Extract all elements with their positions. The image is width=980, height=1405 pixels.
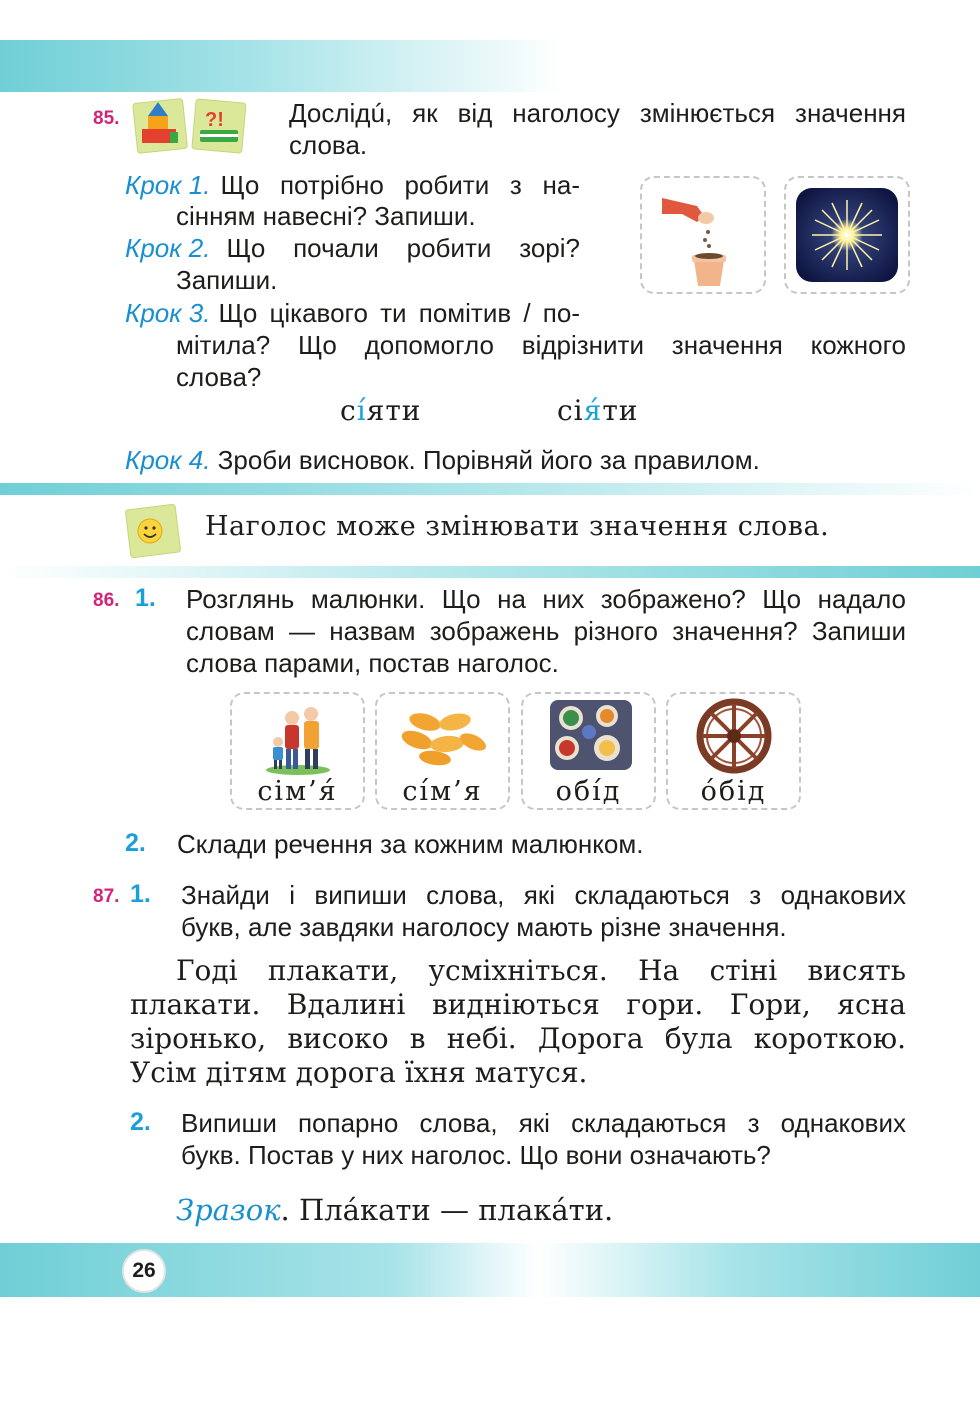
step2-text-line2: Запиши. [176,265,278,295]
step1-label: Крок 1. [125,170,211,200]
ex87-task2-line1: Випиши попарно слова, які складаються з однакових [181,1108,906,1138]
word2-stressed-letter: я́ [583,394,603,427]
ex85-step3 [125,297,580,329]
card-word-obid-stress-start: о́бід [700,776,767,807]
step4-label: Крок 4. [125,445,211,475]
step2-label: Крок 2. [125,233,211,263]
ex87-text-line2: плакати. Вдалині видніються гори. Гори, ясна [130,988,906,1021]
ex86-task1-line3: слова парами, постав наголос. [186,648,559,678]
ex86-task1-line1: Розглянь малюнки. Що на них зображено? Що надало [186,584,906,614]
ex87-task1-line1: Знайди і випиши слова, які складаються з однакових [181,880,906,910]
blocks-sticker-icon [130,96,188,159]
exercise-number-85: 85. [93,108,120,129]
ex87-sample [176,1193,613,1227]
family-icon [232,696,363,776]
word1-pre: с [340,394,357,427]
picture-card-wheel [666,692,801,810]
ex85-title-line2: слова. [289,130,368,160]
step2-text-line1: Що почали робити зорі? [226,233,580,263]
word1-post: яти [366,394,422,427]
step3-text-line2: мітила? Що допомогло відрізнити значення кожного [176,330,906,360]
ex87-text-line3: зіронько, високо в небі. Дорога була короткою. [130,1022,906,1055]
word2-post: ти [602,394,639,427]
word1-stressed-letter: і́ [356,394,367,427]
header-band [0,40,565,92]
ex87-task2-line2: букв. Постав у них наголос. Що вони означають? [181,1140,771,1170]
sample-label: Зразок [176,1193,281,1227]
rule-bottom-band [0,566,980,578]
wheel-icon [668,696,799,776]
ex87-task1-number: 1. [130,880,151,908]
ex85-step4 [125,444,760,476]
ex86-task1-line2: словам — назвам зображень різного значення? Запиши [186,616,906,646]
ex85-step2 [125,232,580,264]
ex87-text-line1: Годі плакати, усміхніться. На стіні висять [176,954,906,987]
word2-pre: сі [557,394,584,427]
sowing-picture-frame [640,176,766,294]
seeds-icon [377,696,508,776]
exercise-number-87: 87. [93,886,120,907]
word-siiaty-1 [340,394,421,427]
exercise-number-86: 86. [93,590,120,611]
dinner-icon [523,696,654,776]
page-number: 26 [132,1259,156,1282]
ex87-task2-number: 2. [130,1108,151,1136]
shining-star-icon [786,178,908,292]
ex86-task2-text: Склади речення за кожним малюнком. [177,829,644,859]
rule-text: Наголос може змінювати значення слова. [205,511,830,542]
page-number-badge [122,1249,166,1293]
svg-text:?!: ?! [205,109,224,131]
ex85-title-line1: Дослідú, як від наголосу змінюється значення [289,98,906,128]
step4-text: Зроби висновок. Порівняй його за правилом. [217,445,760,475]
smiley-sticker-icon [124,503,182,564]
rule-top-band [0,483,980,495]
card-word-simia-stress-end: сім’я́ [257,776,338,807]
card-word-obid-stress-end: обі́д [555,776,622,807]
step1-text-line2: сінням навесні? Запиши. [176,201,476,231]
sample-text: . Пла́кати — плака́ти. [280,1193,614,1227]
card-word-simia-stress-start: сі́м’я [402,776,483,807]
picture-card-seeds [375,692,510,810]
step3-text-line1: Що цікавого ти помітив / по- [218,298,580,328]
picture-card-family [230,692,365,810]
step1-text-line1: Що потрібно робити з на- [220,170,580,200]
sowing-seeds-icon [642,178,764,292]
ex87-text-line4: Усім дітям дорога їхня матуся. [130,1056,588,1089]
ex87-task1-line2: букв, але завдяки наголосу мають різне значення. [181,912,787,942]
book-question-sticker-icon [190,96,248,159]
picture-card-dinner [521,692,656,810]
step3-text-line3: слова? [176,362,262,392]
ex86-task1-number: 1. [135,584,156,612]
step3-label: Крок 3. [125,298,211,328]
star-picture-frame [784,176,910,294]
word-siiaty-2 [557,394,638,427]
ex86-task2-number: 2. [125,829,146,857]
ex85-step1 [125,169,580,201]
